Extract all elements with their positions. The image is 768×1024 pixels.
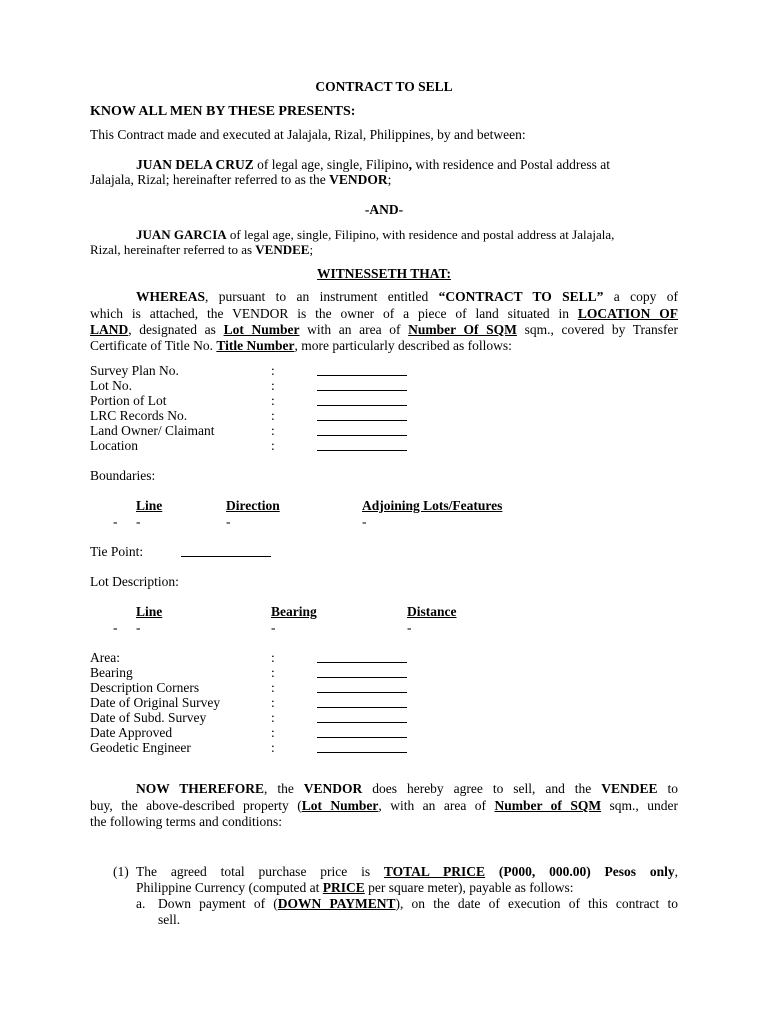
blank-line [317, 740, 407, 753]
term1-line1 [136, 864, 678, 879]
vendor-end: ; [387, 172, 392, 187]
term-number: (1) [113, 864, 129, 879]
boundaries-row-dash: - [362, 514, 367, 529]
vendee-name: JUAN GARCIA [136, 227, 227, 242]
vendor-paragraph-line2 [90, 172, 391, 187]
now-therefore-keyword: NOW THEREFORE [136, 781, 264, 796]
blank-line [317, 423, 407, 436]
vendee-paragraph-line2 [90, 242, 313, 257]
now-vendor: VENDOR [303, 781, 363, 796]
now-text-2: does hereby agree to sell, and the [362, 781, 602, 796]
whereas-text-5: with an area of [299, 322, 409, 337]
vendor-role: VENDOR [329, 172, 388, 187]
term1-text-3: per square meter), payable as follows: [364, 880, 574, 895]
boundaries-header-line: Line [136, 498, 163, 513]
now-text-6: sqm., under [601, 798, 678, 813]
vendor-text-tail: with residence and Postal address at [412, 157, 610, 172]
term1-text-2: Philippine Currency (computed at [136, 880, 323, 895]
boundaries-row-dash: - [136, 514, 141, 529]
field-colon: : [271, 695, 275, 710]
field-label-lot-no: Lot No. [90, 378, 132, 393]
whereas-text-7: Certificate of Title No. [90, 338, 217, 353]
field-colon: : [271, 740, 275, 755]
instrument-title: “CONTRACT TO SELL” [438, 289, 604, 304]
field-colon: : [271, 363, 275, 378]
blank-line [317, 378, 407, 391]
term1-a-line2: sell. [158, 912, 181, 927]
boundaries-row-dash: - [113, 514, 118, 529]
field-label-location: Location [90, 438, 138, 453]
blank-line [317, 393, 407, 406]
field-colon: : [271, 710, 275, 725]
field-label-bearing: Bearing [90, 665, 133, 680]
term1-text: The agreed total purchase price is [136, 864, 384, 879]
tie-point-blank [181, 544, 271, 557]
field-colon: : [271, 665, 275, 680]
boundaries-header-adjoining: Adjoining Lots/Features [362, 498, 503, 513]
whereas-line1 [90, 289, 678, 304]
term1-line2 [136, 880, 574, 895]
now-sqm: Number of SQM [494, 798, 602, 813]
whereas-text-2: a copy of [603, 289, 678, 304]
blank-line [317, 408, 407, 421]
blank-line [317, 695, 407, 708]
now-therefore-line1 [90, 781, 678, 796]
vendor-name: JUAN DELA CRUZ [136, 157, 254, 172]
boundaries-row-dash: - [226, 514, 231, 529]
field-label-area: Area: [90, 650, 120, 665]
now-therefore-line2 [90, 798, 678, 813]
vendor-paragraph-line1 [136, 157, 610, 172]
field-label-subd-survey: Date of Subd. Survey [90, 710, 207, 725]
field-label-lrc: LRC Records No. [90, 408, 188, 423]
field-label-portion: Portion of Lot [90, 393, 167, 408]
lot-description-label: Lot Description: [90, 574, 179, 589]
field-colon: : [271, 725, 275, 740]
vendor-comma: , [408, 157, 412, 172]
vendee-role: VENDEE [255, 242, 310, 257]
price-placeholder: PRICE [322, 880, 365, 895]
lot-desc-header-distance: Distance [407, 604, 457, 619]
field-colon: : [271, 423, 275, 438]
term1-comma: , [674, 864, 678, 879]
field-label-description-corners: Description Corners [90, 680, 200, 695]
location-placeholder: LOCATION OF [577, 306, 679, 321]
blank-line [317, 725, 407, 738]
blank-line [317, 680, 407, 693]
field-colon: : [271, 408, 275, 423]
now-vendee: VENDEE [601, 781, 658, 796]
field-colon: : [271, 680, 275, 695]
whereas-text-6: sqm., covered by Transfer [516, 322, 678, 337]
vendor-text-2: Jalajala, Rizal; hereinafter referred to as the [90, 172, 330, 187]
term1-a-text: Down payment of ( [158, 896, 278, 911]
vendor-text: of legal age, single, Filipino [253, 157, 409, 172]
document-heading: KNOW ALL MEN BY THESE PRESENTS: [90, 104, 356, 119]
field-colon: : [271, 378, 275, 393]
total-price-placeholder: TOTAL PRICE [383, 864, 486, 879]
lot-desc-header-line: Line [136, 604, 163, 619]
boundaries-label: Boundaries: [90, 468, 156, 483]
and-separator: -AND- [364, 202, 404, 217]
term1-a-line1 [158, 896, 678, 911]
term1-a-label: a. [136, 896, 146, 911]
down-payment-placeholder: DOWN PAYMENT [277, 896, 396, 911]
now-text-4: buy, the above-described property ( [90, 798, 302, 813]
lot-number-placeholder: Lot Number [223, 322, 300, 337]
vendee-text: of legal age, single, Filipino, with residence and postal address at Jalajala, [226, 227, 615, 242]
blank-line [317, 665, 407, 678]
whereas-line3 [90, 322, 678, 337]
vendee-text-2: Rizal, hereinafter referred to as [90, 242, 256, 257]
lot-desc-row-dash: - [136, 620, 141, 635]
location-placeholder-2: LAND [90, 322, 129, 337]
whereas-keyword: WHEREAS [136, 289, 206, 304]
title-number-placeholder: Title Number [216, 338, 295, 353]
blank-line [317, 438, 407, 451]
lot-desc-row-dash: - [407, 620, 412, 635]
field-colon: : [271, 650, 275, 665]
now-text-3: to [657, 781, 678, 796]
whereas-text-4: , designated as [128, 322, 224, 337]
field-label-date-approved: Date Approved [90, 725, 173, 740]
now-lot-number: Lot Number [301, 798, 379, 813]
field-label-original-survey: Date of Original Survey [90, 695, 221, 710]
price-amount: (P000, 000.00) Pesos only [485, 864, 675, 879]
now-text: , the [263, 781, 304, 796]
lot-desc-row-dash: - [113, 620, 118, 635]
blank-line [317, 650, 407, 663]
document-title: CONTRACT TO SELL [315, 79, 453, 94]
field-colon: : [271, 438, 275, 453]
lot-desc-row-dash: - [271, 620, 276, 635]
sqm-placeholder: Number Of SQM [408, 322, 517, 337]
whereas-text-8: , more particularly described as follows: [294, 338, 512, 353]
whereas-line4 [90, 338, 678, 353]
field-label-land-owner: Land Owner/ Claimant [90, 423, 215, 438]
whereas-line2 [90, 306, 678, 321]
boundaries-header-direction: Direction [226, 498, 280, 513]
lot-desc-header-bearing: Bearing [271, 604, 317, 619]
vendee-paragraph-line1 [136, 227, 614, 242]
blank-line [317, 363, 407, 376]
field-label-geodetic-engineer: Geodetic Engineer [90, 740, 191, 755]
now-therefore-line3: the following terms and conditions: [90, 814, 282, 829]
vendee-end: ; [309, 242, 314, 257]
term1-a-text-2: ), on the date of execution of this contract to [395, 896, 678, 911]
intro-text: This Contract made and executed at Jalajala, Rizal, Philippines, by and between: [90, 127, 526, 142]
blank-line [317, 710, 407, 723]
field-label-survey-plan: Survey Plan No. [90, 363, 179, 378]
whereas-text: , pursuant to an instrument entitled [205, 289, 439, 304]
field-colon: : [271, 393, 275, 408]
now-text-5: , with an area of [378, 798, 495, 813]
whereas-text-3: which is attached, the VENDOR is the owner of a piece of land situated in [90, 306, 578, 321]
tie-point-label: Tie Point: [90, 544, 144, 559]
witnesseth-heading: WITNESSETH THAT: [317, 266, 451, 281]
